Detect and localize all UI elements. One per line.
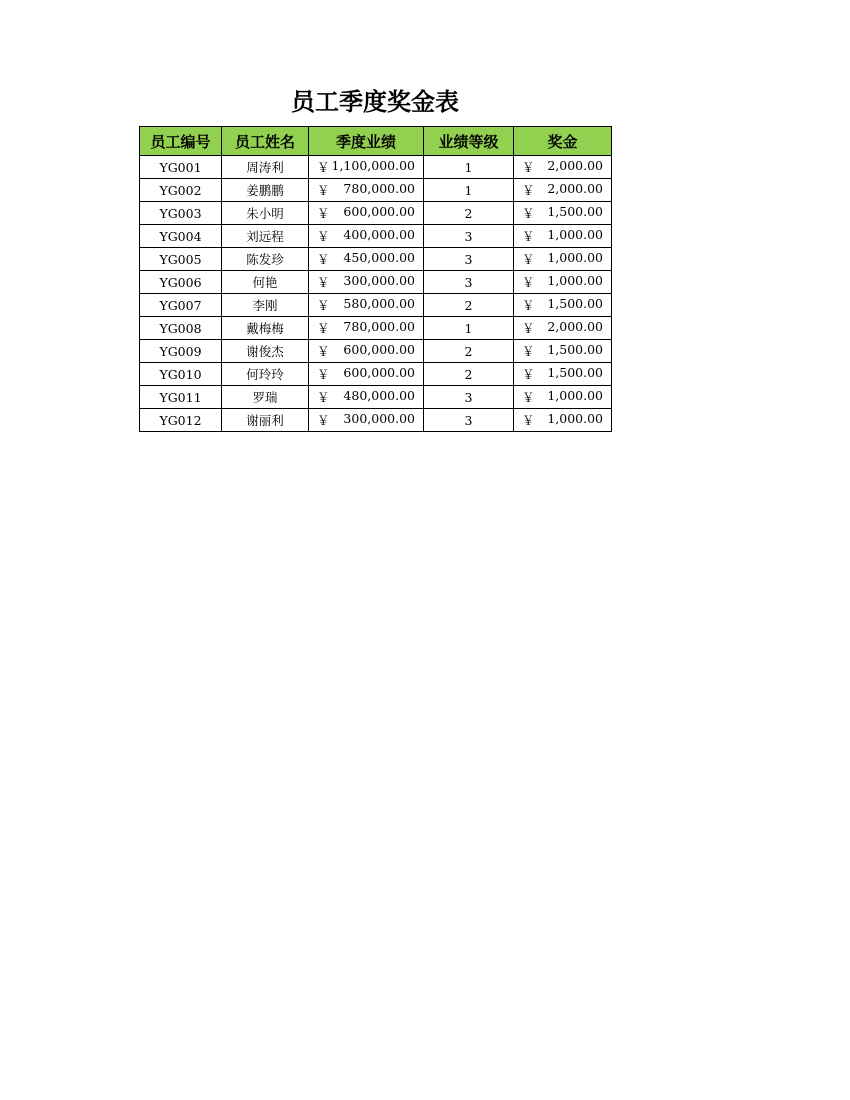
cell-employee-id[interactable]: YG004 (140, 225, 222, 248)
currency-symbol: ￥ (522, 160, 535, 175)
cell-employee-name[interactable]: 何玲玲 (222, 363, 309, 386)
currency-symbol: ￥ (522, 367, 535, 382)
currency-symbol: ￥ (522, 183, 535, 198)
currency-symbol: ￥ (317, 344, 330, 359)
cell-performance-grade[interactable]: 2 (424, 294, 514, 317)
table-row (140, 202, 612, 225)
cell-employee-name[interactable]: 陈发珍 (222, 248, 309, 271)
currency-symbol: ￥ (317, 206, 330, 221)
table-body (140, 156, 612, 432)
currency-symbol: ￥ (317, 390, 330, 405)
header-bonus[interactable]: 奖金 (514, 127, 612, 156)
header-row (140, 127, 612, 156)
currency-symbol: ￥ (522, 252, 535, 267)
table-row (140, 363, 612, 386)
cell-bonus[interactable]: ￥ 1,000.00 (514, 409, 612, 432)
cell-employee-name[interactable]: 刘远程 (222, 225, 309, 248)
currency-symbol: ￥ (317, 413, 330, 428)
cell-performance-grade[interactable]: 2 (424, 363, 514, 386)
currency-symbol: ￥ (522, 390, 535, 405)
cell-employee-id[interactable]: YG003 (140, 202, 222, 225)
table-row (140, 294, 612, 317)
cell-bonus[interactable]: ￥ 2,000.00 (514, 179, 612, 202)
cell-bonus[interactable]: ￥ 1,500.00 (514, 363, 612, 386)
cell-quarterly-performance[interactable]: ￥ 450,000.00 (309, 248, 424, 271)
currency-symbol: ￥ (317, 229, 330, 244)
cell-performance-grade[interactable]: 2 (424, 340, 514, 363)
currency-symbol: ￥ (522, 344, 535, 359)
currency-symbol: ￥ (522, 206, 535, 221)
cell-bonus[interactable]: ￥ 1,000.00 (514, 248, 612, 271)
cell-employee-id[interactable]: YG006 (140, 271, 222, 294)
cell-employee-id[interactable]: YG009 (140, 340, 222, 363)
cell-bonus[interactable]: ￥ 1,500.00 (514, 340, 612, 363)
bonus-table (139, 126, 612, 432)
cell-performance-grade[interactable]: 1 (424, 156, 514, 179)
cell-bonus[interactable]: ￥ 2,000.00 (514, 317, 612, 340)
header-employee-id[interactable]: 员工编号 (140, 127, 222, 156)
cell-quarterly-performance[interactable]: ￥ 600,000.00 (309, 202, 424, 225)
currency-symbol: ￥ (317, 160, 330, 175)
currency-symbol: ￥ (522, 413, 535, 428)
cell-employee-id[interactable]: YG010 (140, 363, 222, 386)
cell-employee-name[interactable]: 谢丽利 (222, 409, 309, 432)
cell-performance-grade[interactable]: 3 (424, 386, 514, 409)
cell-bonus[interactable]: ￥ 1,000.00 (514, 225, 612, 248)
table-row (140, 317, 612, 340)
cell-quarterly-performance[interactable]: ￥ 480,000.00 (309, 386, 424, 409)
table-row (140, 156, 612, 179)
currency-symbol: ￥ (522, 229, 535, 244)
currency-symbol: ￥ (522, 321, 535, 336)
currency-symbol: ￥ (317, 183, 330, 198)
cell-performance-grade[interactable]: 2 (424, 202, 514, 225)
cell-quarterly-performance[interactable]: ￥ 400,000.00 (309, 225, 424, 248)
cell-bonus[interactable]: ￥ 1,000.00 (514, 271, 612, 294)
cell-quarterly-performance[interactable]: ￥ 300,000.00 (309, 271, 424, 294)
cell-employee-name[interactable]: 何艳 (222, 271, 309, 294)
cell-bonus[interactable]: ￥ 1,000.00 (514, 386, 612, 409)
cell-employee-name[interactable]: 罗瑞 (222, 386, 309, 409)
cell-performance-grade[interactable]: 3 (424, 409, 514, 432)
cell-employee-name[interactable]: 戴梅梅 (222, 317, 309, 340)
currency-symbol: ￥ (317, 367, 330, 382)
cell-performance-grade[interactable]: 3 (424, 271, 514, 294)
cell-quarterly-performance[interactable]: ￥ 580,000.00 (309, 294, 424, 317)
table-row (140, 271, 612, 294)
currency-symbol: ￥ (317, 252, 330, 267)
cell-bonus[interactable]: ￥ 2,000.00 (514, 156, 612, 179)
cell-quarterly-performance[interactable]: ￥ 600,000.00 (309, 340, 424, 363)
cell-employee-id[interactable]: YG001 (140, 156, 222, 179)
currency-symbol: ￥ (317, 275, 330, 290)
currency-symbol: ￥ (522, 298, 535, 313)
cell-employee-name[interactable]: 姜鹏鹏 (222, 179, 309, 202)
table-row (140, 386, 612, 409)
cell-performance-grade[interactable]: 1 (424, 179, 514, 202)
cell-employee-name[interactable]: 朱小明 (222, 202, 309, 225)
currency-symbol: ￥ (317, 298, 330, 313)
header-quarterly-performance[interactable]: 季度业绩 (309, 127, 424, 156)
cell-employee-name[interactable]: 李刚 (222, 294, 309, 317)
header-employee-name[interactable]: 员工姓名 (222, 127, 309, 156)
cell-employee-id[interactable]: YG005 (140, 248, 222, 271)
table-row (140, 179, 612, 202)
cell-quarterly-performance[interactable]: ￥ 780,000.00 (309, 317, 424, 340)
cell-bonus[interactable]: ￥ 1,500.00 (514, 294, 612, 317)
table-row (140, 248, 612, 271)
cell-bonus[interactable]: ￥ 1,500.00 (514, 202, 612, 225)
table-row (140, 340, 612, 363)
cell-quarterly-performance[interactable]: ￥ 1,100,000.00 (309, 156, 424, 179)
cell-employee-id[interactable]: YG002 (140, 179, 222, 202)
cell-performance-grade[interactable]: 3 (424, 225, 514, 248)
cell-employee-id[interactable]: YG011 (140, 386, 222, 409)
cell-employee-id[interactable]: YG007 (140, 294, 222, 317)
page-title: 员工季度奖金表 (291, 87, 459, 116)
header-performance-grade[interactable]: 业绩等级 (424, 127, 514, 156)
cell-employee-name[interactable]: 谢俊杰 (222, 340, 309, 363)
table-row (140, 409, 612, 432)
cell-quarterly-performance[interactable]: ￥ 600,000.00 (309, 363, 424, 386)
cell-quarterly-performance[interactable]: ￥ 300,000.00 (309, 409, 424, 432)
currency-symbol: ￥ (522, 275, 535, 290)
table-row (140, 225, 612, 248)
cell-employee-id[interactable]: YG008 (140, 317, 222, 340)
cell-performance-grade[interactable]: 1 (424, 317, 514, 340)
cell-performance-grade[interactable]: 3 (424, 248, 514, 271)
cell-quarterly-performance[interactable]: ￥ 780,000.00 (309, 179, 424, 202)
cell-employee-id[interactable]: YG012 (140, 409, 222, 432)
cell-employee-name[interactable]: 周涛利 (222, 156, 309, 179)
currency-symbol: ￥ (317, 321, 330, 336)
